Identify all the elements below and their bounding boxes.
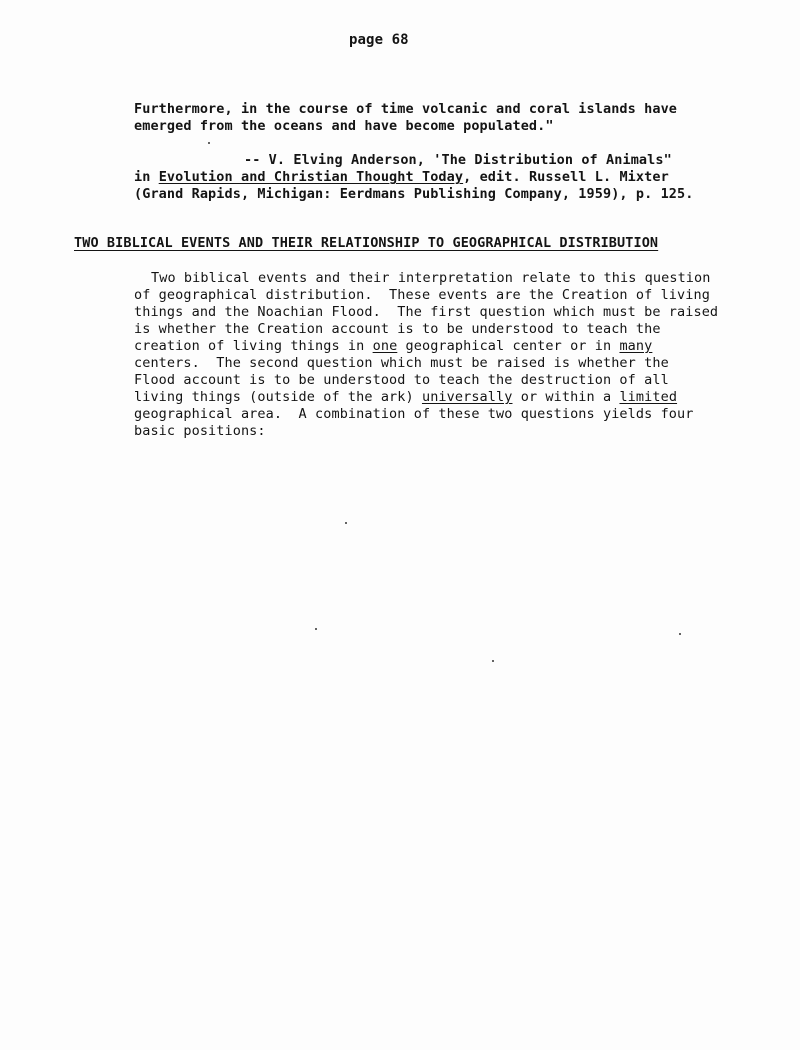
paragraph-line-7: Flood account is to be understood to teach the destruction of all xyxy=(134,372,669,388)
paragraph-line-2: of geographical distribution. These events are the Creation of living xyxy=(134,287,710,303)
emphasis-limited: limited xyxy=(619,389,678,405)
paragraph-line-3: things and the Noachian Flood. The first question which must be raised xyxy=(134,304,719,320)
emphasis-universally: universally xyxy=(421,389,513,405)
citation-in: in xyxy=(134,169,159,185)
paragraph-line-5-a: creation of living things in xyxy=(134,338,373,354)
scan-speck xyxy=(208,142,210,144)
paragraph-line-9: geographical area. A combination of these two questions yields four xyxy=(134,406,694,422)
paragraph-line-10: basic positions: xyxy=(134,423,266,439)
citation-editor: , edit. Russell L. Mixter xyxy=(463,169,669,185)
emphasis-one: one xyxy=(372,338,398,354)
paragraph-line-4: is whether the Creation account is to be understood to teach the xyxy=(134,321,661,337)
section-heading: TWO BIBLICAL EVENTS AND THEIR RELATIONSHIP TO GEOGRAPHICAL DISTRIBUTION xyxy=(74,235,659,251)
scan-speck xyxy=(345,522,347,524)
paragraph-line-8 xyxy=(134,389,677,406)
scan-speck xyxy=(315,628,317,630)
citation-source xyxy=(134,169,669,186)
paragraph-line-8-a: living things (outside of the ark) xyxy=(134,389,422,405)
emphasis-many: many xyxy=(619,338,653,354)
scan-speck xyxy=(492,660,494,662)
citation-book-title: Evolution and Christian Thought Today xyxy=(158,169,464,185)
page-number: page 68 xyxy=(349,32,409,48)
scan-speck xyxy=(679,633,681,635)
paragraph-line-5-b: geographical center or in xyxy=(397,338,620,354)
paragraph-line-5 xyxy=(134,338,652,355)
citation-author: -- V. Elving Anderson, 'The Distribution of Animals" xyxy=(244,152,672,168)
citation-publisher: (Grand Rapids, Michigan: Eerdmans Publishing Company, 1959), p. 125. xyxy=(134,186,694,202)
paragraph-line-8-b: or within a xyxy=(512,389,620,405)
quote-line-2: emerged from the oceans and have become populated." xyxy=(134,118,554,134)
paragraph-line-1: Two biblical events and their interpretation relate to this question xyxy=(151,270,711,286)
quote-line-1: Furthermore, in the course of time volcanic and coral islands have xyxy=(134,101,678,117)
paragraph-line-6: centers. The second question which must be raised is whether the xyxy=(134,355,669,371)
